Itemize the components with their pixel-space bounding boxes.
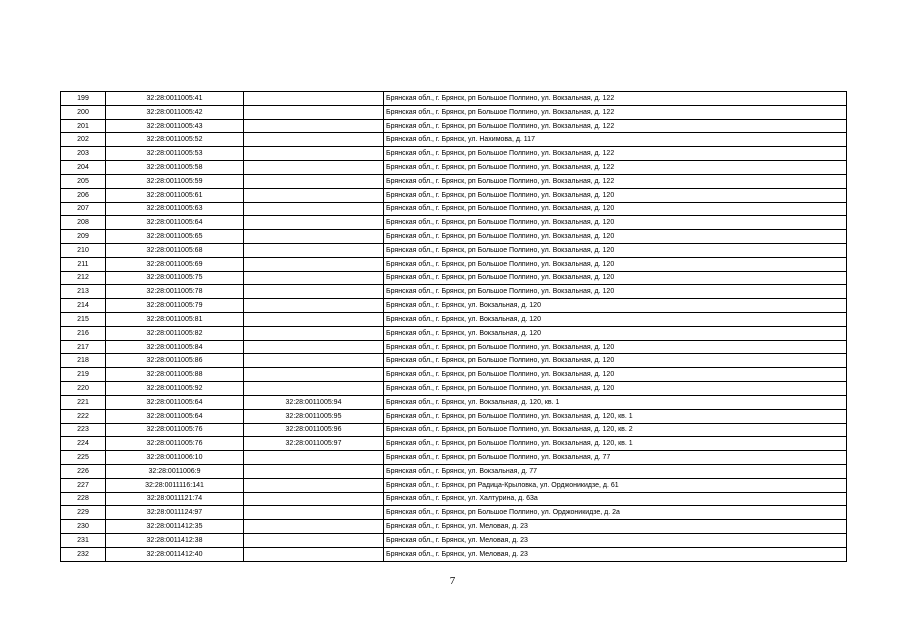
parent-cadastral-cell [244, 534, 384, 548]
table-row [61, 161, 847, 175]
parent-cadastral-cell [244, 174, 384, 188]
parent-cadastral-cell: 32:28:0011005:97 [244, 437, 384, 451]
parent-cadastral-cell [244, 368, 384, 382]
cadastral-number-cell: 32:28:0011005:76 [106, 423, 244, 437]
cadastral-number-cell: 32:28:0011005:92 [106, 382, 244, 396]
address-cell: Брянская обл., г. Брянск, рп Большое Полпино, ул. Вокзальная, д. 122 [384, 161, 847, 175]
address-cell: Брянская обл., г. Брянск, рп Большое Полпино, ул. Вокзальная, д. 122 [384, 147, 847, 161]
row-number-cell: 199 [61, 92, 106, 106]
parent-cadastral-cell [244, 271, 384, 285]
parent-cadastral-cell: 32:28:0011005:96 [244, 423, 384, 437]
cadastral-number-cell: 32:28:0011005:84 [106, 340, 244, 354]
parent-cadastral-cell [244, 119, 384, 133]
parent-cadastral-cell [244, 230, 384, 244]
address-cell: Брянская обл., г. Брянск, рп Большое Полпино, ул. Вокзальная, д. 120 [384, 243, 847, 257]
row-number-cell: 206 [61, 188, 106, 202]
row-number-cell: 215 [61, 313, 106, 327]
table-row [61, 409, 847, 423]
row-number-cell: 228 [61, 492, 106, 506]
cadastral-number-cell: 32:28:0011005:64 [106, 409, 244, 423]
parent-cadastral-cell [244, 451, 384, 465]
table-row [61, 423, 847, 437]
parent-cadastral-cell [244, 506, 384, 520]
cadastral-number-cell: 32:28:0011005:53 [106, 147, 244, 161]
row-number-cell: 227 [61, 478, 106, 492]
table-row [61, 174, 847, 188]
row-number-cell: 216 [61, 326, 106, 340]
row-number-cell: 217 [61, 340, 106, 354]
cadastral-number-cell: 32:28:0011005:69 [106, 257, 244, 271]
address-cell: Брянская обл., г. Брянск, рп Большое Полпино, ул. Вокзальная, д. 120 [384, 368, 847, 382]
address-cell: Брянская обл., г. Брянск, рп Большое Полпино, ул. Вокзальная, д. 120 [384, 188, 847, 202]
row-number-cell: 219 [61, 368, 106, 382]
address-cell: Брянская обл., г. Брянск, ул. Вокзальная, д. 77 [384, 464, 847, 478]
cadastral-number-cell: 32:28:0011005:78 [106, 285, 244, 299]
row-number-cell: 229 [61, 506, 106, 520]
row-number-cell: 225 [61, 451, 106, 465]
parent-cadastral-cell [244, 92, 384, 106]
cadastral-number-cell: 32:28:0011005:86 [106, 354, 244, 368]
table-row [61, 464, 847, 478]
parent-cadastral-cell [244, 520, 384, 534]
address-cell: Брянская обл., г. Брянск, рп Большое Полпино, ул. Вокзальная, д. 122 [384, 105, 847, 119]
parent-cadastral-cell: 32:28:0011005:95 [244, 409, 384, 423]
cadastral-number-cell: 32:28:0011005:64 [106, 395, 244, 409]
address-cell: Брянская обл., г. Брянск, рп Большое Полпино, ул. Вокзальная, д. 120 [384, 216, 847, 230]
parent-cadastral-cell [244, 382, 384, 396]
cadastral-number-cell: 32:28:0011005:43 [106, 119, 244, 133]
cadastral-number-cell: 32:28:0011412:35 [106, 520, 244, 534]
parent-cadastral-cell [244, 492, 384, 506]
parent-cadastral-cell [244, 326, 384, 340]
table-row [61, 216, 847, 230]
registry-table [60, 91, 847, 562]
row-number-cell: 231 [61, 534, 106, 548]
table-row [61, 188, 847, 202]
table-row [61, 243, 847, 257]
row-number-cell: 210 [61, 243, 106, 257]
row-number-cell: 211 [61, 257, 106, 271]
cadastral-number-cell: 32:28:0011005:81 [106, 313, 244, 327]
cadastral-number-cell: 32:28:0011005:65 [106, 230, 244, 244]
cadastral-number-cell: 32:28:0011005:41 [106, 92, 244, 106]
cadastral-number-cell: 32:28:0011005:52 [106, 133, 244, 147]
table-row [61, 506, 847, 520]
cadastral-number-cell: 32:28:0011005:59 [106, 174, 244, 188]
cadastral-number-cell: 32:28:0011005:76 [106, 437, 244, 451]
cadastral-number-cell: 32:28:0011412:40 [106, 547, 244, 561]
address-cell: Брянская обл., г. Брянск, рп Большое Полпино, ул. Орджоникидзе, д. 2а [384, 506, 847, 520]
address-cell: Брянская обл., г. Брянск, ул. Меловая, д. 23 [384, 534, 847, 548]
table-row [61, 534, 847, 548]
address-cell: Брянская обл., г. Брянск, рп Большое Полпино, ул. Вокзальная, д. 122 [384, 174, 847, 188]
table-row [61, 395, 847, 409]
parent-cadastral-cell [244, 243, 384, 257]
table-row [61, 271, 847, 285]
address-cell: Брянская обл., г. Брянск, ул. Вокзальная, д. 120 [384, 313, 847, 327]
cadastral-number-cell: 32:28:0011005:58 [106, 161, 244, 175]
parent-cadastral-cell: 32:28:0011005:94 [244, 395, 384, 409]
parent-cadastral-cell [244, 464, 384, 478]
row-number-cell: 205 [61, 174, 106, 188]
address-cell: Брянская обл., г. Брянск, рп Большое Полпино, ул. Вокзальная, д. 120 [384, 382, 847, 396]
address-cell: Брянская обл., г. Брянск, ул. Вокзальная, д. 120 [384, 326, 847, 340]
table-row [61, 354, 847, 368]
parent-cadastral-cell [244, 313, 384, 327]
cadastral-number-cell: 32:28:0011121:74 [106, 492, 244, 506]
table-row [61, 492, 847, 506]
cadastral-number-cell: 32:28:0011005:61 [106, 188, 244, 202]
address-cell: Брянская обл., г. Брянск, рп Большое Полпино, ул. Вокзальная, д. 120, кв. 1 [384, 437, 847, 451]
address-cell: Брянская обл., г. Брянск, рп Большое Полпино, ул. Вокзальная, д. 120 [384, 354, 847, 368]
table-row [61, 133, 847, 147]
table-row [61, 147, 847, 161]
cadastral-number-cell: 32:28:0011412:38 [106, 534, 244, 548]
parent-cadastral-cell [244, 478, 384, 492]
row-number-cell: 230 [61, 520, 106, 534]
row-number-cell: 226 [61, 464, 106, 478]
parent-cadastral-cell [244, 547, 384, 561]
address-cell: Брянская обл., г. Брянск, рп Большое Полпино, ул. Вокзальная, д. 120, кв. 1 [384, 409, 847, 423]
address-cell: Брянская обл., г. Брянск, ул. Вокзальная, д. 120 [384, 299, 847, 313]
row-number-cell: 220 [61, 382, 106, 396]
parent-cadastral-cell [244, 216, 384, 230]
table-row [61, 382, 847, 396]
address-cell: Брянская обл., г. Брянск, ул. Меловая, д. 23 [384, 520, 847, 534]
address-cell: Брянская обл., г. Брянск, рп Большое Полпино, ул. Вокзальная, д. 120, кв. 2 [384, 423, 847, 437]
address-cell: Брянская обл., г. Брянск, ул. Халтурина, д. 63а [384, 492, 847, 506]
address-cell: Брянская обл., г. Брянск, рп Большое Полпино, ул. Вокзальная, д. 120 [384, 257, 847, 271]
row-number-cell: 212 [61, 271, 106, 285]
cadastral-number-cell: 32:28:0011005:79 [106, 299, 244, 313]
cadastral-number-cell: 32:28:0011005:64 [106, 216, 244, 230]
row-number-cell: 232 [61, 547, 106, 561]
cadastral-number-cell: 32:28:0011006:10 [106, 451, 244, 465]
table-row [61, 340, 847, 354]
address-cell: Брянская обл., г. Брянск, рп Радица-Крыловка, ул. Орджоникидзе, д. 61 [384, 478, 847, 492]
address-cell: Брянская обл., г. Брянск, ул. Меловая, д. 23 [384, 547, 847, 561]
parent-cadastral-cell [244, 161, 384, 175]
row-number-cell: 221 [61, 395, 106, 409]
address-cell: Брянская обл., г. Брянск, ул. Нахимова, д. 117 [384, 133, 847, 147]
table-row [61, 230, 847, 244]
table-row [61, 257, 847, 271]
parent-cadastral-cell [244, 105, 384, 119]
table-row [61, 299, 847, 313]
table-row [61, 119, 847, 133]
row-number-cell: 204 [61, 161, 106, 175]
address-cell: Брянская обл., г. Брянск, рп Большое Полпино, ул. Вокзальная, д. 120 [384, 202, 847, 216]
table-row [61, 451, 847, 465]
row-number-cell: 214 [61, 299, 106, 313]
row-number-cell: 202 [61, 133, 106, 147]
address-cell: Брянская обл., г. Брянск, рп Большое Полпино, ул. Вокзальная, д. 122 [384, 92, 847, 106]
address-cell: Брянская обл., г. Брянск, рп Большое Полпино, ул. Вокзальная, д. 120 [384, 230, 847, 244]
table-row [61, 202, 847, 216]
row-number-cell: 208 [61, 216, 106, 230]
table-row [61, 92, 847, 106]
table-row [61, 326, 847, 340]
parent-cadastral-cell [244, 202, 384, 216]
cadastral-number-cell: 32:28:0011005:42 [106, 105, 244, 119]
cadastral-number-cell: 32:28:0011116:141 [106, 478, 244, 492]
parent-cadastral-cell [244, 257, 384, 271]
parent-cadastral-cell [244, 285, 384, 299]
cadastral-number-cell: 32:28:0011124:97 [106, 506, 244, 520]
cadastral-number-cell: 32:28:0011005:88 [106, 368, 244, 382]
row-number-cell: 218 [61, 354, 106, 368]
parent-cadastral-cell [244, 340, 384, 354]
parent-cadastral-cell [244, 299, 384, 313]
row-number-cell: 209 [61, 230, 106, 244]
parent-cadastral-cell [244, 188, 384, 202]
table-row [61, 520, 847, 534]
table-row [61, 313, 847, 327]
address-cell: Брянская обл., г. Брянск, рп Большое Полпино, ул. Вокзальная, д. 77 [384, 451, 847, 465]
row-number-cell: 207 [61, 202, 106, 216]
parent-cadastral-cell [244, 147, 384, 161]
table-row [61, 105, 847, 119]
cadastral-number-cell: 32:28:0011005:82 [106, 326, 244, 340]
cadastral-number-cell: 32:28:0011005:63 [106, 202, 244, 216]
address-cell: Брянская обл., г. Брянск, рп Большое Полпино, ул. Вокзальная, д. 120 [384, 340, 847, 354]
table-row [61, 547, 847, 561]
cadastral-number-cell: 32:28:0011005:68 [106, 243, 244, 257]
row-number-cell: 200 [61, 105, 106, 119]
row-number-cell: 223 [61, 423, 106, 437]
row-number-cell: 224 [61, 437, 106, 451]
table-row [61, 437, 847, 451]
row-number-cell: 203 [61, 147, 106, 161]
address-cell: Брянская обл., г. Брянск, ул. Вокзальная, д. 120, кв. 1 [384, 395, 847, 409]
cadastral-number-cell: 32:28:0011006:9 [106, 464, 244, 478]
row-number-cell: 213 [61, 285, 106, 299]
cadastral-number-cell: 32:28:0011005:75 [106, 271, 244, 285]
table-row [61, 368, 847, 382]
parent-cadastral-cell [244, 133, 384, 147]
address-cell: Брянская обл., г. Брянск, рп Большое Полпино, ул. Вокзальная, д. 122 [384, 119, 847, 133]
table-row [61, 285, 847, 299]
row-number-cell: 201 [61, 119, 106, 133]
table-row [61, 478, 847, 492]
page-number: 7 [449, 575, 456, 587]
address-cell: Брянская обл., г. Брянск, рп Большое Полпино, ул. Вокзальная, д. 120 [384, 271, 847, 285]
address-cell: Брянская обл., г. Брянск, рп Большое Полпино, ул. Вокзальная, д. 120 [384, 285, 847, 299]
registry-table-body [61, 92, 847, 562]
row-number-cell: 222 [61, 409, 106, 423]
parent-cadastral-cell [244, 354, 384, 368]
